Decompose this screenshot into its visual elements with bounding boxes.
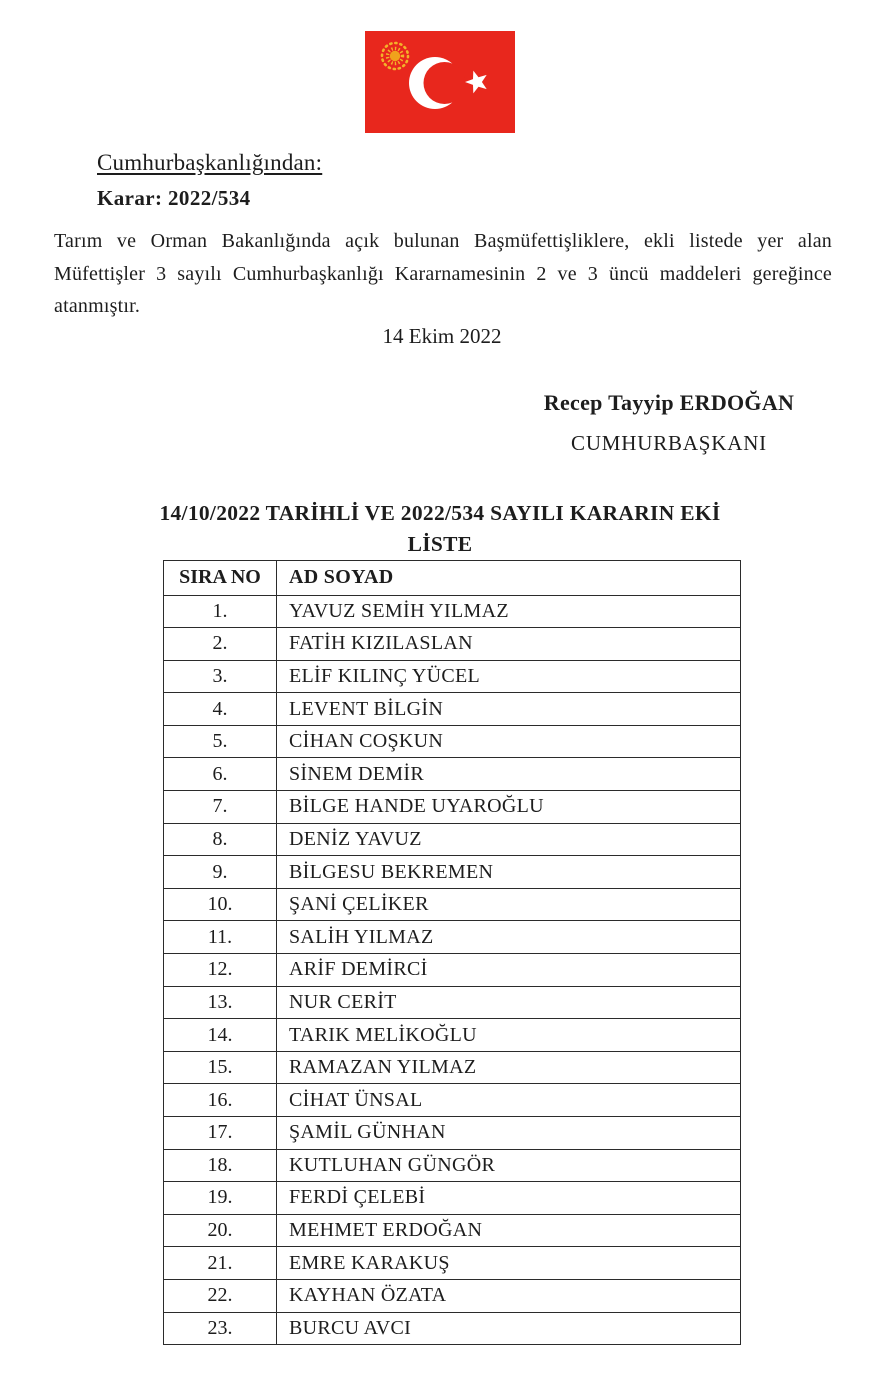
annex-title xyxy=(0,498,880,560)
row-number: 17. xyxy=(164,1117,277,1150)
table-row xyxy=(164,1312,741,1345)
row-number: 15. xyxy=(164,1051,277,1084)
row-name: FERDİ ÇELEBİ xyxy=(277,1182,741,1215)
row-number: 3. xyxy=(164,660,277,693)
row-name: DENİZ YAVUZ xyxy=(277,823,741,856)
row-number: 14. xyxy=(164,1019,277,1052)
turkish-presidential-flag xyxy=(365,31,515,133)
table-row xyxy=(164,1051,741,1084)
row-name: SALİH YILMAZ xyxy=(277,921,741,954)
row-number: 8. xyxy=(164,823,277,856)
row-number: 11. xyxy=(164,921,277,954)
table-row xyxy=(164,1149,741,1182)
row-name: ŞAMİL GÜNHAN xyxy=(277,1117,741,1150)
table-row xyxy=(164,1214,741,1247)
row-name: ELİF KILINÇ YÜCEL xyxy=(277,660,741,693)
table-row xyxy=(164,628,741,661)
table-row xyxy=(164,1279,741,1312)
annex-title-line2: LİSTE xyxy=(407,532,473,556)
table-row xyxy=(164,758,741,791)
flag-graphic xyxy=(365,31,515,133)
table-row xyxy=(164,1117,741,1150)
row-name: BURCU AVCI xyxy=(277,1312,741,1345)
signature-block xyxy=(518,390,820,456)
signatory-title: CUMHURBAŞKANI xyxy=(571,431,767,455)
row-name: KUTLUHAN GÜNGÖR xyxy=(277,1149,741,1182)
row-number: 20. xyxy=(164,1214,277,1247)
signatory-name: Recep Tayyip ERDOĞAN xyxy=(543,390,795,415)
row-number: 22. xyxy=(164,1279,277,1312)
decision-number: Karar: 2022/534 xyxy=(97,186,251,210)
decision-date: 14 Ekim 2022 xyxy=(382,324,502,348)
paragraph-line: atanmıştır. xyxy=(54,295,141,317)
row-number: 13. xyxy=(164,986,277,1019)
row-number: 2. xyxy=(164,628,277,661)
row-number: 12. xyxy=(164,954,277,987)
row-name: BİLGE HANDE UYAROĞLU xyxy=(277,791,741,824)
row-number: 9. xyxy=(164,856,277,889)
row-name: YAVUZ SEMİH YILMAZ xyxy=(277,595,741,628)
table-row xyxy=(164,1182,741,1215)
row-number: 21. xyxy=(164,1247,277,1280)
row-number: 18. xyxy=(164,1149,277,1182)
row-number: 16. xyxy=(164,1084,277,1117)
row-number: 1. xyxy=(164,595,277,628)
row-number: 4. xyxy=(164,693,277,726)
row-number: 6. xyxy=(164,758,277,791)
table-row xyxy=(164,823,741,856)
row-name: ARİF DEMİRCİ xyxy=(277,954,741,987)
table-row xyxy=(164,954,741,987)
row-number: 5. xyxy=(164,725,277,758)
column-header-ad-soyad: AD SOYAD xyxy=(277,561,741,596)
paragraph-line: Tarım ve Orman Bakanlığında açık bulunan Başmüfettişliklere, ekli listede yer alan xyxy=(54,230,832,252)
row-number: 10. xyxy=(164,888,277,921)
row-name: SİNEM DEMİR xyxy=(277,758,741,791)
row-number: 23. xyxy=(164,1312,277,1345)
table-row xyxy=(164,693,741,726)
appointee-table xyxy=(163,560,741,1345)
row-name: EMRE KARAKUŞ xyxy=(277,1247,741,1280)
decree-paragraph xyxy=(54,225,832,323)
table-row xyxy=(164,888,741,921)
row-name: KAYHAN ÖZATA xyxy=(277,1279,741,1312)
row-number: 7. xyxy=(164,791,277,824)
table-row xyxy=(164,1084,741,1117)
row-name: CİHAN COŞKUN xyxy=(277,725,741,758)
row-name: NUR CERİT xyxy=(277,986,741,1019)
table-row xyxy=(164,725,741,758)
table-row xyxy=(164,595,741,628)
column-header-sira-no: SIRA NO xyxy=(164,561,277,596)
table-row xyxy=(164,986,741,1019)
row-number: 19. xyxy=(164,1182,277,1215)
row-name: TARIK MELİKOĞLU xyxy=(277,1019,741,1052)
row-name: RAMAZAN YILMAZ xyxy=(277,1051,741,1084)
issuer-heading: Cumhurbaşkanlığından: xyxy=(97,150,323,175)
row-name: FATİH KIZILASLAN xyxy=(277,628,741,661)
table-header-row xyxy=(164,561,741,596)
table-row xyxy=(164,921,741,954)
annex-title-line1: 14/10/2022 TARİHLİ VE 2022/534 SAYILI KARARIN EKİ xyxy=(159,501,721,525)
row-name: CİHAT ÜNSAL xyxy=(277,1084,741,1117)
paragraph-line: Müfettişler 3 sayılı Cumhurbaşkanlığı Kararnamesinin 2 ve 3 üncü maddeleri gereğince xyxy=(54,262,832,285)
table-row xyxy=(164,1247,741,1280)
table-row xyxy=(164,791,741,824)
table-row xyxy=(164,1019,741,1052)
row-name: MEHMET ERDOĞAN xyxy=(277,1214,741,1247)
row-name: BİLGESU BEKREMEN xyxy=(277,856,741,889)
table-row xyxy=(164,856,741,889)
row-name: LEVENT BİLGİN xyxy=(277,693,741,726)
row-name: ŞANİ ÇELİKER xyxy=(277,888,741,921)
table-row xyxy=(164,660,741,693)
